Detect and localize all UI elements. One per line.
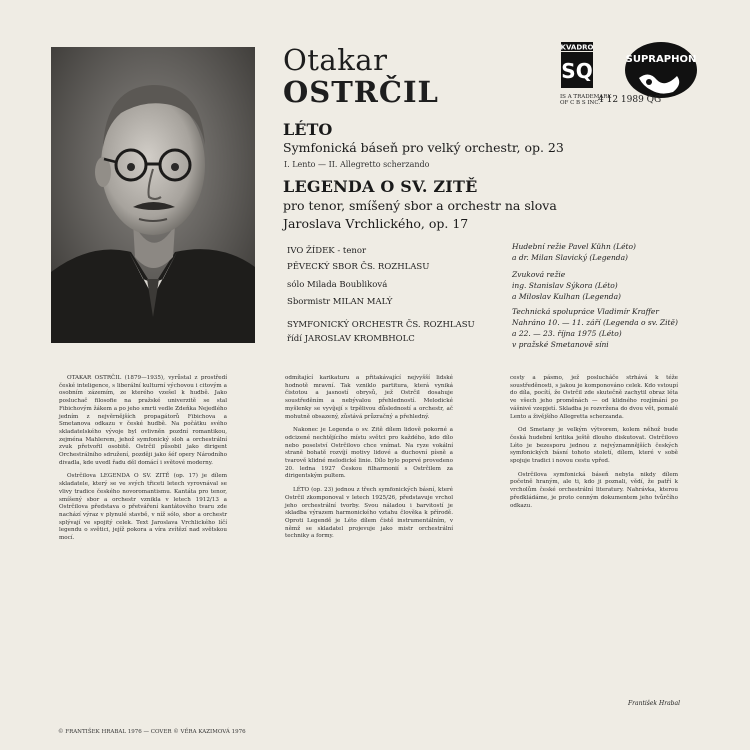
performer-solo: sólo Milada Boubliková — [287, 280, 388, 290]
sq-logo: SQ — [561, 59, 593, 83]
credit-music-director-2: a dr. Milan Slavický (Legenda) — [512, 253, 628, 262]
work1-subtitle: Symfonická báseň pro velký orchestr, op. 23 — [283, 140, 564, 155]
notes-paragraph: OTAKAR OSTRČIL (1879—1935), vyrůstal z prostředí české inteligence, s liberální kulturní výchovou i citovým a osobním zázemím, ze kterého vzešel k hudbě. Jako posluchač filosofie na pražské univerzitě se stal Fibichovým žákem a po jeho smrti vedle Zdeňka Nejedlého jedním z nejvěrnějších propagátorů Fibichova a Smetanova odkazu v české hudbě. Na počátku svého skladatelského vývoje byl ovlivněn pozdní romantikou, zejména Mahlerem, jehož symfonický sloh a orchestrální zvuk přetvořil osobitě. Ostrčil působil jako dirigent Orchestrálního sdružení, později jako šéf opery Národního divadla, kde uvedl řadu děl domácí i světové moderny. — [59, 375, 227, 466]
notes-paragraph: Nakonec je Legenda o sv. Zitě dílem lidově pokorné a odcizené nechtějícího místu světci pro každého, kdo dílo nebo poselství Ostrčilovo chce vnímat. Na ryze vokální straně bohatě rozvíjí motivy lidové a duchovní písně a tvarově klidné melodické linie. Dílo bylo poprvé provedeno 20. ledna 1927 Českou filharmonií s Ostrčilem za dirigentským pultem. — [285, 427, 453, 480]
composer-last-name: OSTRČIL — [283, 75, 439, 109]
supraphon-logo: SUPRAPHON — [625, 54, 697, 65]
credit-recorded-1: Nahráno 10. — 11. září (Legenda o sv. Zitě) — [512, 318, 678, 327]
logo-graphics — [559, 40, 699, 136]
notes-paragraph: Ostrčilova LEGENDA O SV. ZITĚ (op. 17) je dílem skladatele, který se ve svých třiceti letech vyrovnával se vlivy tradice českého novoromantismu. Kantáta pro tenor, smíšený sbor a orchestr vznikla v letech 1912/13 a Ostrčilova představa o přetváření kantátového tvaru zde nachází výraz v plynulé stavbě, v níž sólo, sbor a orchestr splývají ve spojitý celek. Text Jaroslava Vrchlického líčí legendu o světici, jejíž pokora a víra zvítězí nad světskou mocí. — [59, 473, 227, 542]
catalog-number: 4 12 1989 QG — [598, 95, 662, 105]
credit-music-director-1: Hudební režie Pavel Kühn (Léto) — [512, 242, 636, 251]
notes-paragraph: odmítající karikaturu a přitakávající nejvyšší lidské hodnotě mravní. Tak vzniklo partitura, která vyniká čistotou a jasností obrysů, jež Ostrčil dosahuje soustředěním a nebývalou přehledností. Melodické myšlenky se vyvíjejí s trpělivou důsledností a orchestr, ač mohutně obsazený, zůstává průzračný a přehledný. — [285, 375, 453, 420]
notes-paragraph: Ostrčilova symfonická báseň nebyla nikdy dílem početně hraným, ale ti, kdo ji poznali, vědí, že patří k vrcholům české orchestrální literatury. Nahrávka, kterou předkládáme, je proto cenným dokumentem jeho tvůrčího odkazu. — [510, 471, 678, 509]
trademark-line-2: OF C B S INC. — [560, 100, 601, 106]
trademark-line-1: IS A TRADEMARK — [560, 94, 612, 100]
copyright-footer: © FRANTIŠEK HRABAL 1976 — COVER © VĚRA KAZIMOVÁ 1976 — [58, 729, 246, 735]
composer-name — [283, 44, 439, 108]
performer-conductor: řídí JAROSLAV KROMBHOLC — [287, 334, 415, 344]
work2-title: LEGENDA O SV. ZITĚ — [283, 177, 478, 196]
credit-sound-director: Zvuková režie — [512, 270, 566, 279]
notes-paragraph: cesty a pásmo, jež poslucháče strhává k téže soustředěnosti, s jakou je komponováno celek. Kdo vstoupí do díla, pocítí, že Ostrčil zde skutečně zachytil obraz léta ve všech jeho proměnách — od klidného rozjímání po vášnivé vzepjetí. Skladba je rozvržena do dvou vět, pomalé Lento a živějšího Allegretta scherzanda. — [510, 375, 678, 420]
performer-tenor: IVO ŽÍDEK - tenor — [287, 246, 367, 256]
performer-choir: PĚVECKÝ SBOR ČS. ROZHLASU — [287, 262, 430, 272]
liner-notes-column-1 — [59, 375, 227, 543]
liner-notes-column-3 — [510, 375, 678, 510]
work1-movements: I. Lento — II. Allegretto scherzando — [284, 160, 430, 169]
portrait-image — [51, 47, 255, 343]
notes-signature: František Hrabal — [628, 700, 680, 707]
credit-sound-engineer-2: a Miloslav Kulhan (Legenda) — [512, 292, 621, 301]
performer-chorusmaster: Sbormistr MILAN MALÝ — [287, 297, 393, 307]
work2-subtitle-1: pro tenor, smíšený sbor a orchestr na slova — [283, 198, 557, 213]
label-logos — [559, 40, 699, 136]
credit-sound-engineer-1: ing. Stanislav Sýkora (Léto) — [512, 281, 618, 290]
credit-recorded-2: a 22. — 23. října 1975 (Léto) — [512, 329, 622, 338]
credit-recorded-3: v pražské Smetanově síni — [512, 340, 609, 349]
notes-paragraph: Od Smetany je velkým výtvorem, kolem něhož bude česká hudební kritika ještě dlouho diskutovat. Ostrčilovo Léto je bezesporu jednou z nejvýznamnějších českých symfonických básní tohoto století, dílem, které v sobě spojuje tradici i novou cestu vpřed. — [510, 427, 678, 465]
composer-first-name: Otakar — [283, 43, 388, 77]
credit-technical: Technická spolupráce Vladimír Kraffer — [512, 307, 659, 316]
liner-notes-column-2 — [285, 375, 453, 541]
composer-portrait — [51, 47, 255, 343]
work1-title: LÉTO — [283, 120, 333, 139]
notes-paragraph: LÉTO (op. 23) jednou z třech symfonických básní, které Ostrčil zkomponoval v letech 1925/26, představuje vrchol jeho orchestrální tvorby. Svou náladou i barvitostí je skladba výrazem harmonického vztahu člověka k přírodě. Oproti Legendě je Léto dílem čistě instrumentálním, v němž se skladatel projevuje jako mistr orchestrální techniky a formy. — [285, 487, 453, 540]
performer-orchestra: SYMFONICKÝ ORCHESTR ČS. ROZHLASU — [287, 320, 475, 330]
kvadro-logo: KVADRO — [560, 43, 594, 52]
work2-subtitle-2: Jaroslava Vrchlického, op. 17 — [283, 216, 469, 231]
